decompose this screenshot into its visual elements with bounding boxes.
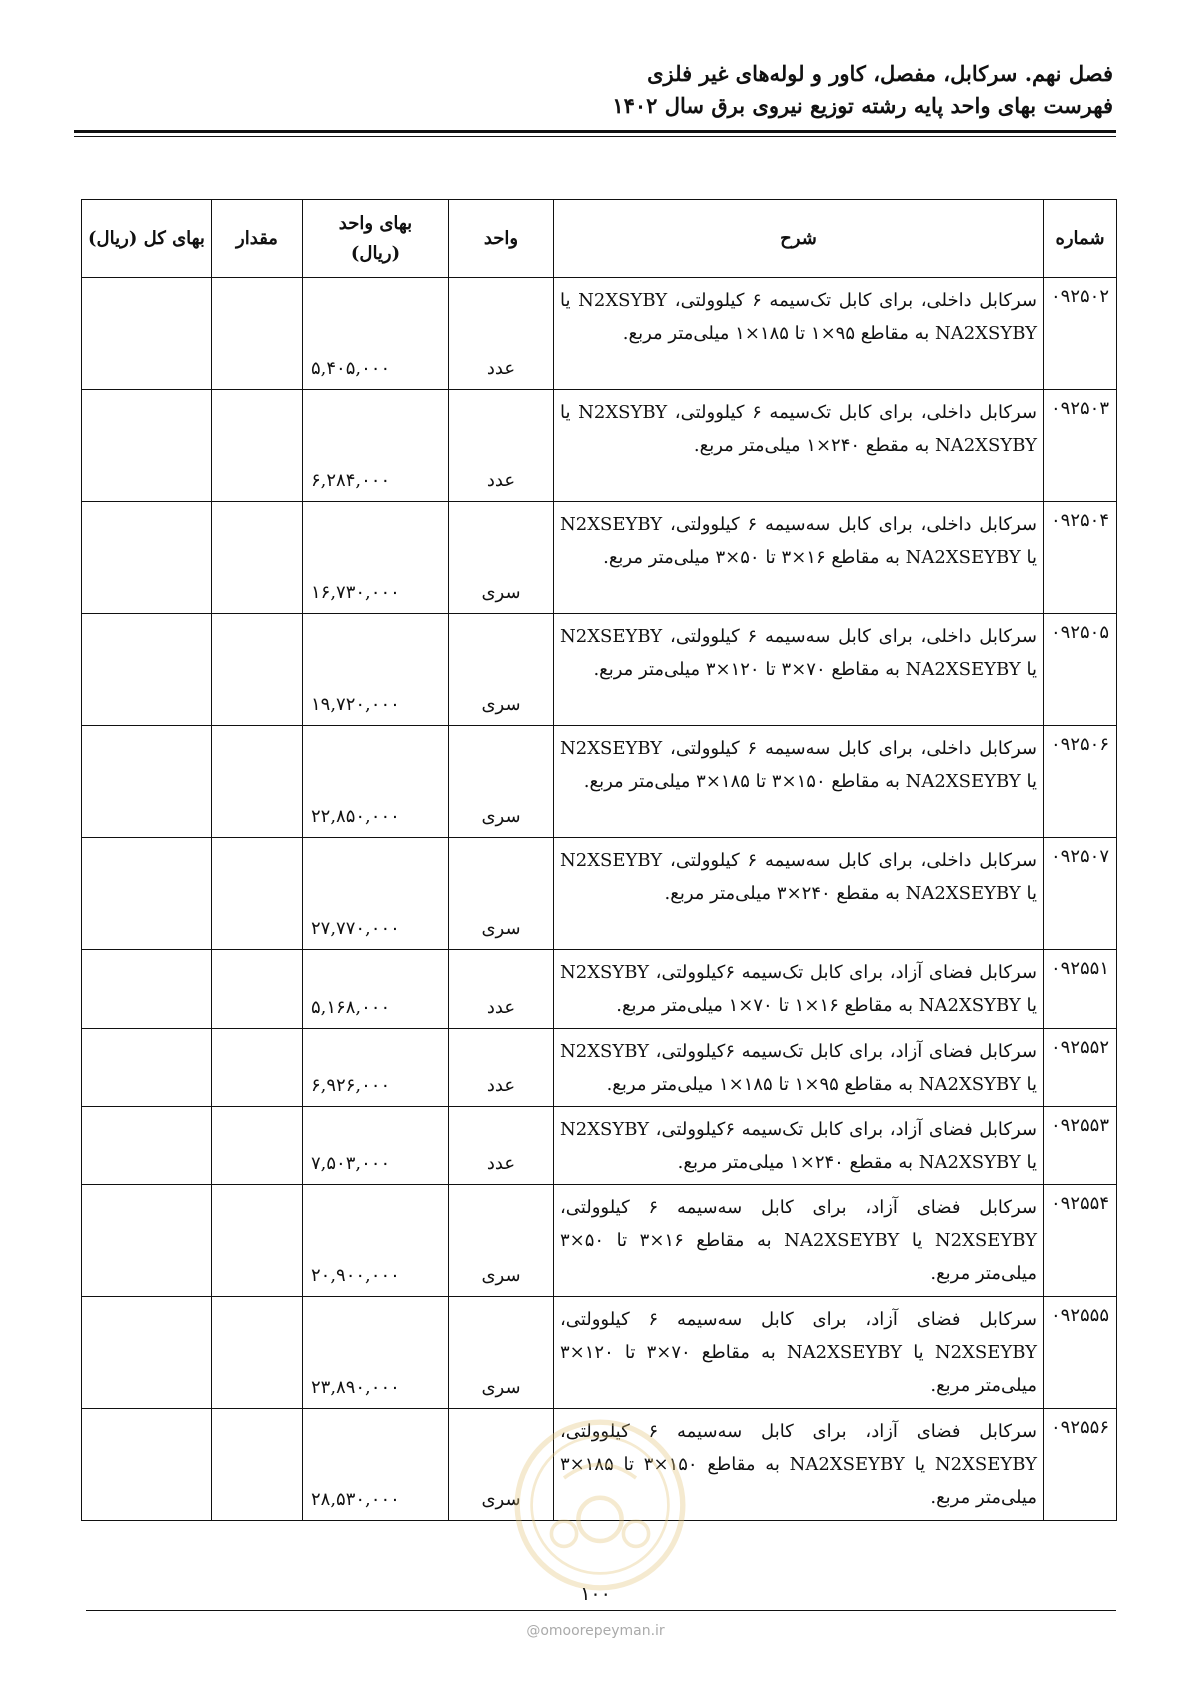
table-row xyxy=(82,726,1117,838)
item-description: سرکابل داخلی، برای کابل سه‌سیمه ۶ کیلوولتی، N2XSEYBY یا NA2XSEYBY به مقطع ۲۴۰×۳ میلی‌متر مربع. xyxy=(554,838,1044,950)
item-total-price xyxy=(82,1408,212,1520)
item-code: ۰۹۲۵۰۳ xyxy=(1044,390,1117,502)
table-row xyxy=(82,614,1117,726)
item-description: سرکابل داخلی، برای کابل سه‌سیمه ۶ کیلوولتی، N2XSEYBY یا NA2XSEYBY به مقاطع ۱۶×۳ تا ۵۰×۳ میلی‌متر مربع. xyxy=(554,502,1044,614)
item-unit: عدد xyxy=(449,278,554,390)
table-row xyxy=(82,1106,1117,1184)
column-header-unit: واحد xyxy=(449,200,554,278)
item-description: سرکابل داخلی، برای کابل سه‌سیمه ۶ کیلوولتی، N2XSEYBY یا NA2XSEYBY به مقاطع ۷۰×۳ تا ۱۲۰×۳ میلی‌متر مربع. xyxy=(554,614,1044,726)
table-row xyxy=(82,502,1117,614)
item-total-price xyxy=(82,726,212,838)
item-quantity xyxy=(212,1028,303,1106)
item-description: سرکابل فضای آزاد، برای کابل سه‌سیمه ۶ کیلوولتی، N2XSEYBY یا NA2XSEYBY به مقاطع ۱۵۰×۳ تا ۱۸۵×۳ میلی‌متر مربع. xyxy=(554,1408,1044,1520)
item-unit: سری xyxy=(449,614,554,726)
column-header-number: شماره xyxy=(1044,200,1117,278)
price-table xyxy=(81,199,1117,1521)
item-description: سرکابل فضای آزاد، برای کابل سه‌سیمه ۶ کیلوولتی، N2XSEYBY یا NA2XSEYBY به مقاطع ۷۰×۳ تا ۱۲۰×۳ میلی‌متر مربع. xyxy=(554,1296,1044,1408)
item-code: ۰۹۲۵۰۲ xyxy=(1044,278,1117,390)
item-total-price xyxy=(82,390,212,502)
item-quantity xyxy=(212,726,303,838)
table-row xyxy=(82,278,1117,390)
item-unit-price: ۲۸,۵۳۰,۰۰۰ xyxy=(303,1408,449,1520)
footer-divider xyxy=(86,1610,1116,1611)
item-description: سرکابل داخلی، برای کابل سه‌سیمه ۶ کیلوولتی، N2XSEYBY یا NA2XSEYBY به مقاطع ۱۵۰×۳ تا ۱۸۵×۳ میلی‌متر مربع. xyxy=(554,726,1044,838)
item-total-price xyxy=(82,278,212,390)
table-row xyxy=(82,950,1117,1028)
item-unit-price: ۶,۲۸۴,۰۰۰ xyxy=(303,390,449,502)
item-quantity xyxy=(212,278,303,390)
page-header xyxy=(612,58,1113,122)
table-row xyxy=(82,1184,1117,1296)
item-quantity xyxy=(212,838,303,950)
item-unit-price: ۱۶,۷۳۰,۰۰۰ xyxy=(303,502,449,614)
item-unit: عدد xyxy=(449,390,554,502)
column-header-total-price: بهای کل (ریال) xyxy=(82,200,212,278)
item-code: ۰۹۲۵۵۴ xyxy=(1044,1184,1117,1296)
item-code: ۰۹۲۵۵۱ xyxy=(1044,950,1117,1028)
item-quantity xyxy=(212,1408,303,1520)
table-row xyxy=(82,390,1117,502)
item-code: ۰۹۲۵۵۶ xyxy=(1044,1408,1117,1520)
item-quantity xyxy=(212,1296,303,1408)
item-unit: سری xyxy=(449,838,554,950)
item-unit: سری xyxy=(449,502,554,614)
item-quantity xyxy=(212,390,303,502)
item-total-price xyxy=(82,838,212,950)
item-description: سرکابل داخلی، برای کابل تک‌سیمه ۶ کیلوولتی، N2XSYBY یا NA2XSYBY به مقاطع ۹۵×۱ تا ۱۸۵×۱ میلی‌متر مربع. xyxy=(554,278,1044,390)
item-unit: سری xyxy=(449,1296,554,1408)
item-total-price xyxy=(82,1184,212,1296)
item-code: ۰۹۲۵۵۳ xyxy=(1044,1106,1117,1184)
item-description: سرکابل فضای آزاد، برای کابل تک‌سیمه ۶کیلوولتی، N2XSYBY یا NA2XSYBY به مقاطع ۹۵×۱ تا ۱۸۵×۱ میلی‌متر مربع. xyxy=(554,1028,1044,1106)
item-total-price xyxy=(82,614,212,726)
item-quantity xyxy=(212,614,303,726)
item-unit-price: ۵,۴۰۵,۰۰۰ xyxy=(303,278,449,390)
item-quantity xyxy=(212,502,303,614)
item-total-price xyxy=(82,502,212,614)
item-code: ۰۹۲۵۰۴ xyxy=(1044,502,1117,614)
item-code: ۰۹۲۵۰۵ xyxy=(1044,614,1117,726)
item-description: سرکابل فضای آزاد، برای کابل تک‌سیمه ۶کیلوولتی، N2XSYBY یا NA2XSYBY به مقاطع ۱۶×۱ تا ۷۰×۱ میلی‌متر مربع. xyxy=(554,950,1044,1028)
column-header-unit-price: بهای واحد (ریال) xyxy=(303,200,449,278)
item-unit-price: ۵,۱۶۸,۰۰۰ xyxy=(303,950,449,1028)
item-total-price xyxy=(82,1028,212,1106)
page-number: ۱۰۰ xyxy=(580,1583,611,1605)
site-watermark: @omoorepeyman.ir xyxy=(526,1623,665,1639)
item-unit-price: ۱۹,۷۲۰,۰۰۰ xyxy=(303,614,449,726)
item-unit: عدد xyxy=(449,1106,554,1184)
header-divider-thick xyxy=(74,130,1116,133)
item-description: سرکابل فضای آزاد، برای کابل سه‌سیمه ۶ کیلوولتی، N2XSEYBY یا NA2XSEYBY به مقاطع ۱۶×۳ تا ۵۰×۳ میلی‌متر مربع. xyxy=(554,1184,1044,1296)
price-list-title: فهرست بهای واحد پایه رشته توزیع نیروی برق سال ۱۴۰۲ xyxy=(612,93,1113,118)
table-row xyxy=(82,1296,1117,1408)
item-code: ۰۹۲۵۵۵ xyxy=(1044,1296,1117,1408)
item-total-price xyxy=(82,1106,212,1184)
column-header-quantity: مقدار xyxy=(212,200,303,278)
item-unit: سری xyxy=(449,1408,554,1520)
table-row xyxy=(82,1408,1117,1520)
item-unit-price: ۶,۹۲۶,۰۰۰ xyxy=(303,1028,449,1106)
item-unit-price: ۲۲,۸۵۰,۰۰۰ xyxy=(303,726,449,838)
item-code: ۰۹۲۵۰۶ xyxy=(1044,726,1117,838)
item-total-price xyxy=(82,1296,212,1408)
header-divider-thin xyxy=(74,136,1116,137)
item-unit-price: ۷,۵۰۳,۰۰۰ xyxy=(303,1106,449,1184)
table-row xyxy=(82,838,1117,950)
item-unit: عدد xyxy=(449,950,554,1028)
item-description: سرکابل داخلی، برای کابل تک‌سیمه ۶ کیلوولتی، N2XSYBY یا NA2XSYBY به مقطع ۲۴۰×۱ میلی‌متر مربع. xyxy=(554,390,1044,502)
item-unit-price: ۲۷,۷۷۰,۰۰۰ xyxy=(303,838,449,950)
item-description: سرکابل فضای آزاد، برای کابل تک‌سیمه ۶کیلوولتی، N2XSYBY یا NA2XSYBY به مقطع ۲۴۰×۱ میلی‌متر مربع. xyxy=(554,1106,1044,1184)
item-unit: عدد xyxy=(449,1028,554,1106)
item-unit: سری xyxy=(449,726,554,838)
column-header-description: شرح xyxy=(554,200,1044,278)
item-quantity xyxy=(212,1184,303,1296)
item-quantity xyxy=(212,1106,303,1184)
item-unit-price: ۲۰,۹۰۰,۰۰۰ xyxy=(303,1184,449,1296)
item-quantity xyxy=(212,950,303,1028)
item-unit-price: ۲۳,۸۹۰,۰۰۰ xyxy=(303,1296,449,1408)
item-code: ۰۹۲۵۵۲ xyxy=(1044,1028,1117,1106)
item-unit: سری xyxy=(449,1184,554,1296)
chapter-title: فصل نهم. سرکابل، مفصل، کاور و لوله‌های غیر فلزی xyxy=(647,61,1113,86)
table-row xyxy=(82,1028,1117,1106)
item-code: ۰۹۲۵۰۷ xyxy=(1044,838,1117,950)
table-header-row xyxy=(82,200,1117,278)
item-total-price xyxy=(82,950,212,1028)
